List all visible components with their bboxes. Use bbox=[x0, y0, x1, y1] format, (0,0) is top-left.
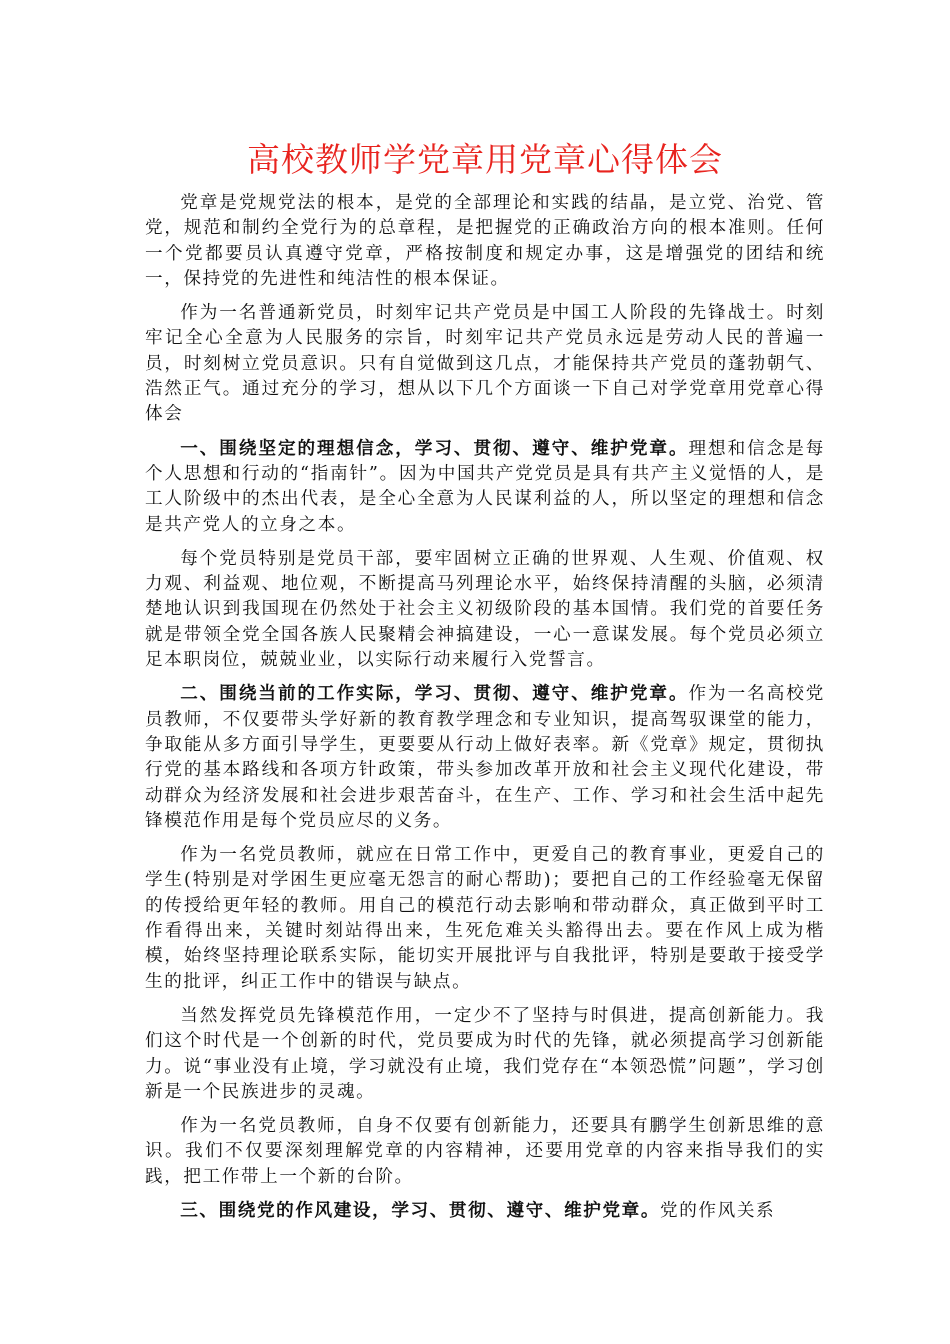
paragraph-2 bbox=[145, 300, 825, 427]
paragraph-text: 党的作风关系 bbox=[660, 1200, 776, 1221]
paragraph-9 bbox=[145, 1198, 825, 1224]
paragraph-3 bbox=[145, 436, 825, 538]
paragraph-text: 每个党员特别是党员干部，要牢固树立正确的世界观、人生观、价值观、权力观、利益观、地位观，不断提高马列理论水平，始终保持清醒的头脑，必须清楚地认识到我国现在仍然处于社会主义初级阶段的基本国情。我们党的首要任务就是带领全党全国各族人民聚精会神搞建设，一心一意谋发展。每个党员必须立足本职岗位，兢兢业业，以实际行动来履行入党誓言。 bbox=[145, 548, 825, 671]
paragraph-text: 作为一名普通新党员，时刻牢记共产党员是中国工人阶段的先锋战士。时刻牢记全心全意为人民服务的宗旨，时刻牢记共产党员永远是劳动人民的普遍一员，时刻树立党员意识。只有自觉做到这几点，才能保持共产党员的蓬勃朝气、浩然正气。通过充分的学习，想从以下几个方面谈一下自己对学党章用党章心得体会 bbox=[145, 303, 825, 425]
paragraph-text: 当然发挥党员先锋模范作用，一定少不了坚持与时俱进，提高创新能力。我们这个时代是一个创新的时代，党员要成为时代的先锋，就必须提高学习创新能力。说“事业没有止境，学习就没有止境，我们党存在“本领恐慌”问题”，学习创新是一个民族进步的灵魂。 bbox=[145, 1005, 825, 1102]
document-title: 高校教师学党章用党章心得体会 bbox=[247, 140, 723, 179]
section-heading: 三、围绕党的作风建设，学习、贯彻、遵守、维护党章。 bbox=[180, 1199, 661, 1221]
paragraph-text: 党章是党规党法的根本，是党的全部理论和实践的结晶，是立党、治党、管党，规范和制约全党行为的总章程，是把握党的正确政治方向的根本准则。任何一个党都要员认真遵守党章，严格按制度和规定办事，这是增强党的团结和统一，保持党的先进性和纯洁性的根本保证。 bbox=[145, 193, 825, 289]
paragraph-8 bbox=[145, 1113, 825, 1190]
section-heading: 二、围绕当前的工作实际，学习、贯彻、遵守、维护党章。 bbox=[180, 683, 689, 705]
paragraph-5 bbox=[145, 681, 825, 834]
paragraph-text: 理想和信念是每个人思想和行动的“指南针”。因为中国共产党党员是具有共产主义觉悟的人，是工人阶级中的杰出代表，是全心全意为人民谋利益的人，所以坚定的理想和信念是共产党人的立身之本。 bbox=[145, 438, 825, 535]
paragraph-text: 作为一名党员教师，就应在日常工作中，更爱自己的教育事业，更爱自己的学生(特别是对学困生更应毫无怨言的耐心帮助)；要把自己的工作经验毫无保留的传授给更年轻的教师。用自己的模范行动去影响和带动群众，真正做到平时工作看得出来，关键时刻站得出来，生死危难关头豁得出去。要在作风上成为楷模，始终坚持理论联系实际，能切实开展批评与自我批评，特别是要敢于接受学生的批评，纠正工作中的错误与缺点。 bbox=[145, 845, 825, 992]
paragraph-1 bbox=[145, 190, 825, 292]
paragraph-text: 作为一名高校党员教师，不仅要带头学好新的教育教学理念和专业知识，提高驾驭课堂的能力，争取能从多方面引导学生，更要要从行动上做好表率。新《党章》规定，贯彻执行党的基本路线和各项方针政策，带头参加改革开放和社会主义现代化建设，带动群众为经济发展和社会进步艰苦奋斗，在生产、工作、学习和社会生活中起先锋模范作用是每个党员应尽的义务。 bbox=[145, 684, 825, 831]
paragraph-text: 作为一名党员教师，自身不仅要有创新能力，还要具有鹏学生创新思维的意识。我们不仅要深刻理解党章的内容精神，还要用党章的内容来指导我们的实践，把工作带上一个新的台阶。 bbox=[145, 1116, 825, 1187]
paragraph-7 bbox=[145, 1003, 825, 1105]
section-heading: 一、围绕坚定的理想信念，学习、贯彻、遵守、维护党章。 bbox=[180, 437, 689, 459]
paragraph-4 bbox=[145, 546, 825, 673]
document-body bbox=[145, 190, 825, 1232]
paragraph-6 bbox=[145, 842, 825, 995]
